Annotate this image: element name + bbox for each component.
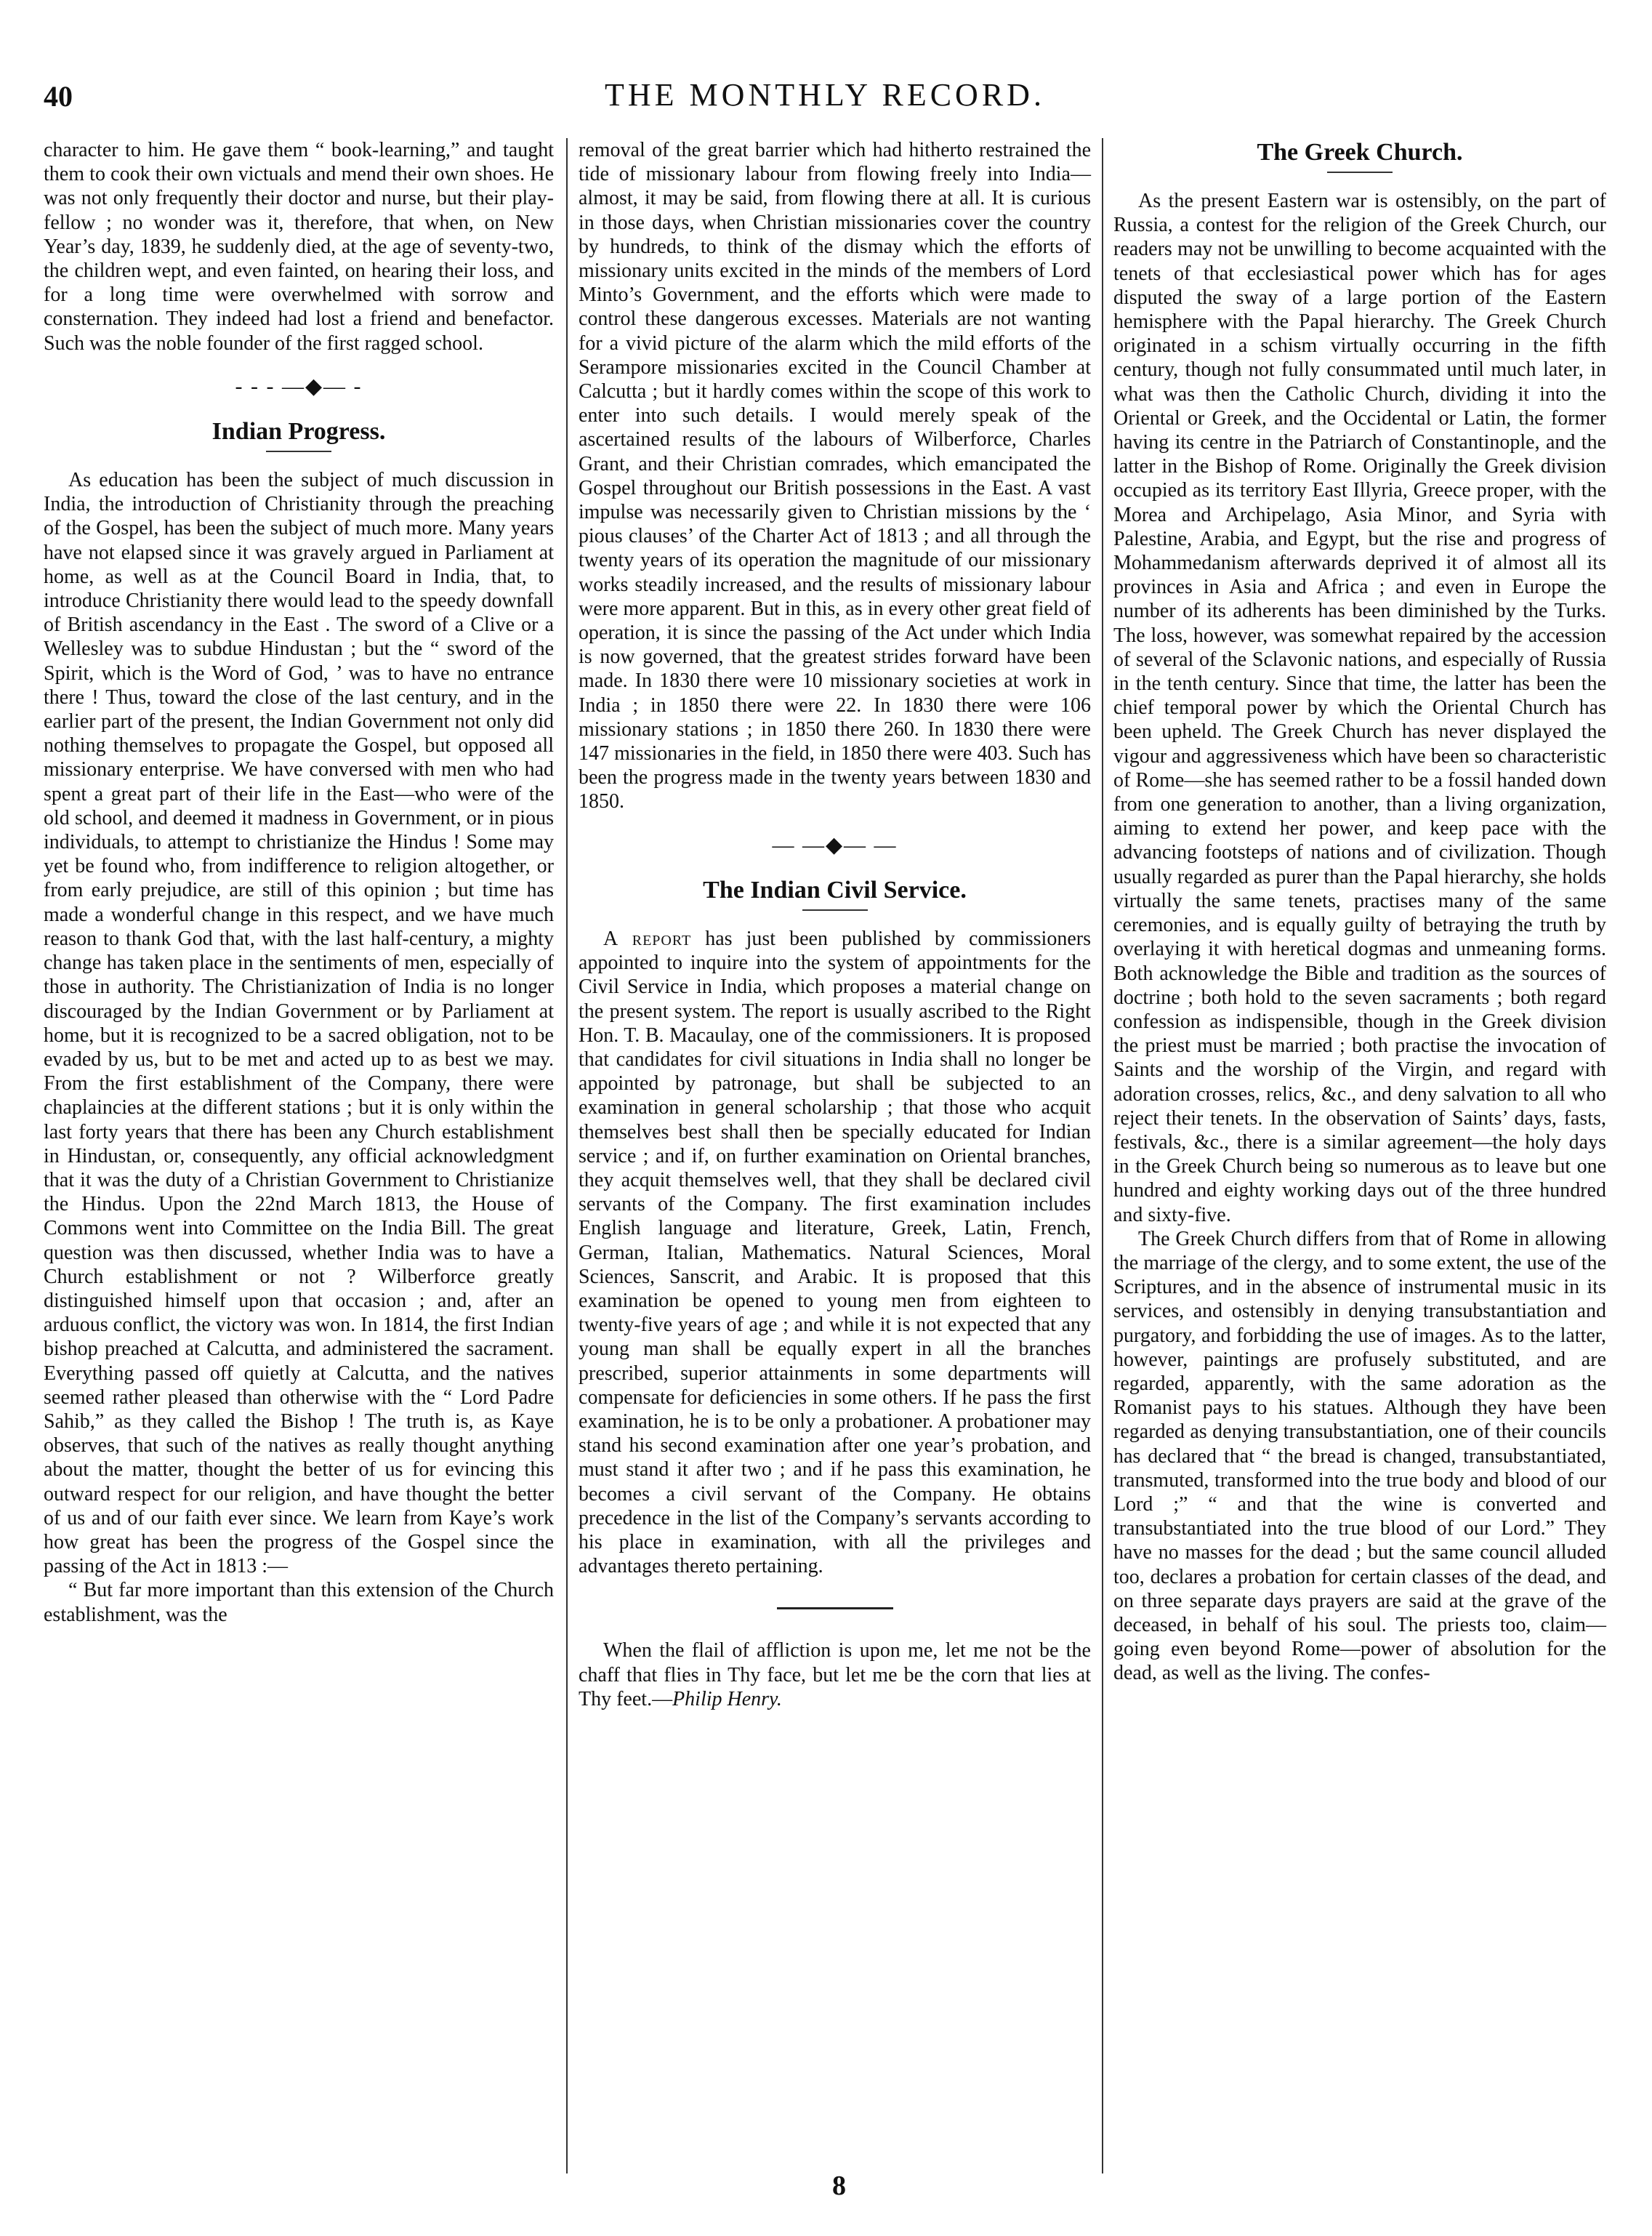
paragraph-missionary-labour: removal of the great barrier which had hitherto restrained the tide of missionary labour from flowing freely into India—almost, it may be said, from flowing there at all. It is curious in those days, when Christian missionaries cover the country by hundreds, to think of the dismay which the efforts of missionary units excited in the minds of the members of Lord Minto’s Government, and the efforts which were made to control these dangerous excesses. Materials are not wanting for a vivid picture of the alarm which the mild efforts of the Serampore missionaries excited in the Council Chamber at Calcutta ; but it hardly comes within the scope of this work to enter into such details. I would merely speak of the ascertained results of the labours of Wilberforce, Charles Grant, and their Christian comrades, which emancipated the Gospel throughout our British possessions in the East. A vast impulse was necessarily given to Christian missions by the ‘ pious clauses’ of the Charter Act of 1813 ; and all through the twenty years of its operation the magnitude of our missionary works steadily increased, and the results of missionary labour were more apparent. But in this, as in every other great field of operation, it is since the passing of the Act under which India is now governed, that the greatest strides forward have been made. In 1830 there were 10 missionary societies at work in India ; in 1850 there were 22. In 1830 there were 106 missionary stations ; in 1850 there 260. In 1830 there were 147 missionaries in the field, in 1850 there were 403. Such has been the progress made in the twenty years between 1830 and 1850. xyxy=(579,139,1091,813)
quote-philip-henry: When the flail of affliction is upon me, let me not be the chaff that flies in Thy face, but let me be the corn that lies at Thy feet.—Philip Henry. xyxy=(579,1639,1091,1710)
paragraph-ragged-school: character to him. He gave them “ book-learning,” and taught them to cook their own victuals and mend their own shoes. He was not only frequently their doctor and nurse, but their play-fellow ; no wonder was it, therefore, that when, on New Year’s day, 1839, he suddenly died, at the age of seventy-two, the children wept, and even fainted, on hearing their loss, and for a long time were overwhelmed with sorrow and consternation. They indeed had lost a friend and benefactor. Such was the noble founder of the first ragged school. xyxy=(44,139,554,355)
quote-separator-rule xyxy=(777,1607,893,1609)
heading-rule xyxy=(802,909,868,911)
lead-in-text: A report xyxy=(603,927,692,950)
heading-rule xyxy=(1327,172,1393,173)
paragraph-greek-church-origins: As the present Eastern war is ostensibly, on the part of Russia, a contest for the religion of the Greek Church, our readers may not be unwilling to become acquainted with the tenets of that ecclesiastical power which has for ages disputed the sway of a large portion of the Eastern hemisphere with the Papal hierarchy. The Greek Church originated in a schism virtually occurring in the fifth century, though not fully consummated until much later, in what was then the Catholic Church, dividing it into the Oriental or Greek, and the Occidental or Latin, the former having its centre in the Patriarch of Constantinople, and the latter in the Bishop of Rome. Originally the Greek division occupied as its territory East Illyria, Greece proper, with the Morea and Archipelago, Asia Minor, and Syria with Palestine, Arabia, and Egypt, but the rise and progress of Mohammedanism afterwards deprived it of almost all its provinces in Asia and Africa ; and even in Europe the number of its adherents has been diminished by the Turks. The loss, however, was somewhat repaired by the accession of several of the Sclavonic nations, and especially of Russia in the tenth century. Since that time, the latter has been the chief temporal power by which the Oriental Church has been upheld. The Greek Church has never displayed the vigour and aggressiveness which have been so characteristic of Rome—she has seemed rather to be a fossil handed down from one generation to another, than a living organization, aiming to extend her power, and keep pace with the advancing footsteps of nations and of civilization. Though usually regarded as purer than the Papal hierarchy, she holds virtually the same tenets, practises many of the same ceremonies, and is equally guilty of betraying the truth by overlaying it with heretical dogmas and unmeaning forms. Both acknowledge the Bible and tradition as the sources of doctrine ; both hold to the seven sacraments ; both regard confession as indispensible, though in the Greek division the priest must be married ; both practise the invocation of Saints and the worship of the Virgin, and regard with adoration crosses, relics, &c., and deny salvation to all who reject their tenets. In the observation of Saints’ days, fasts, festivals, &c., there is a similar agreement—the holy days in the Greek Church being so numerous as to leave but one hundred and eighty working days out of the three hundred and sixty-five. xyxy=(1113,190,1606,1226)
running-head: THE MONTHLY RECORD. xyxy=(605,77,1045,113)
page-number: 40 xyxy=(44,80,73,113)
paragraph-kaye-quote: “ But far more important than this extension of the Church establishment, was the xyxy=(44,1579,554,1626)
heading-indian-civil-service: The Indian Civil Service. xyxy=(703,876,967,904)
magazine-page xyxy=(44,69,1606,2213)
section-divider-ornament: — —◆— — xyxy=(772,832,898,857)
quote-attribution: Philip Henry. xyxy=(672,1687,782,1710)
column-rule-left xyxy=(566,138,568,2173)
printer-signature-mark: 8 xyxy=(832,2171,846,2201)
paragraph-greek-church-differences: The Greek Church differs from that of Rome in allowing the marriage of the clergy, and to some extent, the use of the Scriptures, and in the absence of instrumental music in its services, and ostensibly in denying transubstantiation and purgatory, and forbidding the use of images. As to the latter, however, paintings are profusely substituted, and are regarded, apparently, with the same adoration as the Romanist pays to his statues. Although they have been regarded as denying transubstantiation, one of their councils has declared that “ the bread is changed, transubstantiated, transmuted, transformed into the true body and blood of our Lord ;” “ and that the wine is converted and transubstantiated into the true blood of our Lord.” They have no masses for the dead ; but the same council alluded too, declares a probation for certain classes of the dead, and on three separate days prayers are said at the grave of the deceased, in behalf of his soul. The priests too, claim—going even beyond Rome—power of absolution for the dead, as well as the living. The confes- xyxy=(1113,1227,1606,1685)
column-left xyxy=(44,138,554,1627)
heading-greek-church: The Greek Church. xyxy=(1257,139,1463,166)
section-divider-ornament: - - - —◆— - xyxy=(235,374,363,398)
paragraph-indian-progress: As education has been the subject of much discussion in India, the introduction of Christianity through the preaching of the Gospel, has been the subject of much more. Many years have not elapsed since it was gravely argued in Parliament at home, as well as at the Council Board in India, that, to introduce Christianity there would lead to the speedy downfall of British ascendancy in the East . The sword of a Clive or a Wellesley was to subdue Hindustan ; but the “ sword of the Spirit, which is the Word of God, ’ was to have no entrance there ! Thus, toward the close of the last century, and in the earlier part of the present, the Indian Government not only did nothing themselves to propagate the Gospel, but opposed all missionary enterprise. We have conversed with men who had spent a great part of their life in the East—who were of the old school, and deemed it madness in Government, or in pious individuals, to attempt to christianize the Hindus ! Some may yet be found who, from indifference to religion altogether, or from early prejudice, are still of this opinion ; but time has made a wonderful change in this respect, and we have much reason to thank God that, with the last half-century, a mighty change has taken place in the sentiments of men, especially of those in authority. The Christianization of India is no longer discouraged by the Indian Government or by Parliament at home, but it is recognized to be a sacred obligation, not to be evaded by us, but to be met and acted up to as best we may. From the first establishment of the Company, there were chaplaincies at the different stations ; but it is only within the last forty years that there has been any Church establishment in Hindustan, or, consequently, any official acknowledgment that it was the duty of a Christian Government to Christianize the Hindus. Upon the 22nd March 1813, the House of Commons went into Committee on the India Bill. The great question was then discussed, whether India was to have a Church establishment or not ? Wilberforce greatly distinguished himself upon that occasion ; and, after an arduous conflict, the victory was won. In 1814, the first Indian bishop preached at Calcutta, and administered the sacrament. Everything passed off quietly at Calcutta, and the natives seemed rather pleased than otherwise with the “ Lord Padre Sahib,” as they called the Bishop ! The truth is, as Kaye observes, that such of the natives as really thought anything about the matter, thought the better of us for evincing this outward respect for our religion, and have thought the better of us and of our faith ever since. We learn from Kaye’s work how great has been the progress of the Gospel since the passing of the Act in 1813 :— xyxy=(44,469,554,1578)
column-middle xyxy=(579,138,1091,1711)
column-right xyxy=(1113,138,1606,1686)
paragraph-civil-service: A report has just been published by commissioners appointed to inquire into the system of appointments for the Civil Service in India, which proposes a material change on the present system. The report is usually ascribed to the Right Hon. T. B. Macaulay, one of the commissioners. It is proposed that candidates for civil situations in India shall no longer be appointed by patronage, but shall be subjected to an examination in general scholarship ; that those who acquit themselves best shall then be specially educated for Indian service ; and if, on further examination on Oriental branches, they acquit themselves well, that they shall be declared civil servants of the Company. The first examination includes English language and literature, Greek, Latin, French, German, Italian, Mathematics. Natural Sciences, Moral Sciences, Sanscrit, and Arabic. It is proposed that this examination be opened to young men from eighteen to twenty-five years of age ; and while it is not expected that any young man shall be equally expert in all the branches prescribed, superior attainments in some departments will compensate for deficiencies in some others. If he pass the first examination, he is to be only a probationer. A probationer may stand his second examination after one year’s probation, and must stand it after two ; and if he pass this examination, he becomes a civil servant of the Company. He obtains precedence in the list of the Company’s servants according to his place in examination, with all the privileges and advantages thereto pertaining. xyxy=(579,927,1091,1578)
heading-indian-progress: Indian Progress. xyxy=(211,418,386,446)
page-header xyxy=(44,69,1606,120)
column-rule-right xyxy=(1102,138,1103,2173)
heading-rule xyxy=(266,451,331,452)
